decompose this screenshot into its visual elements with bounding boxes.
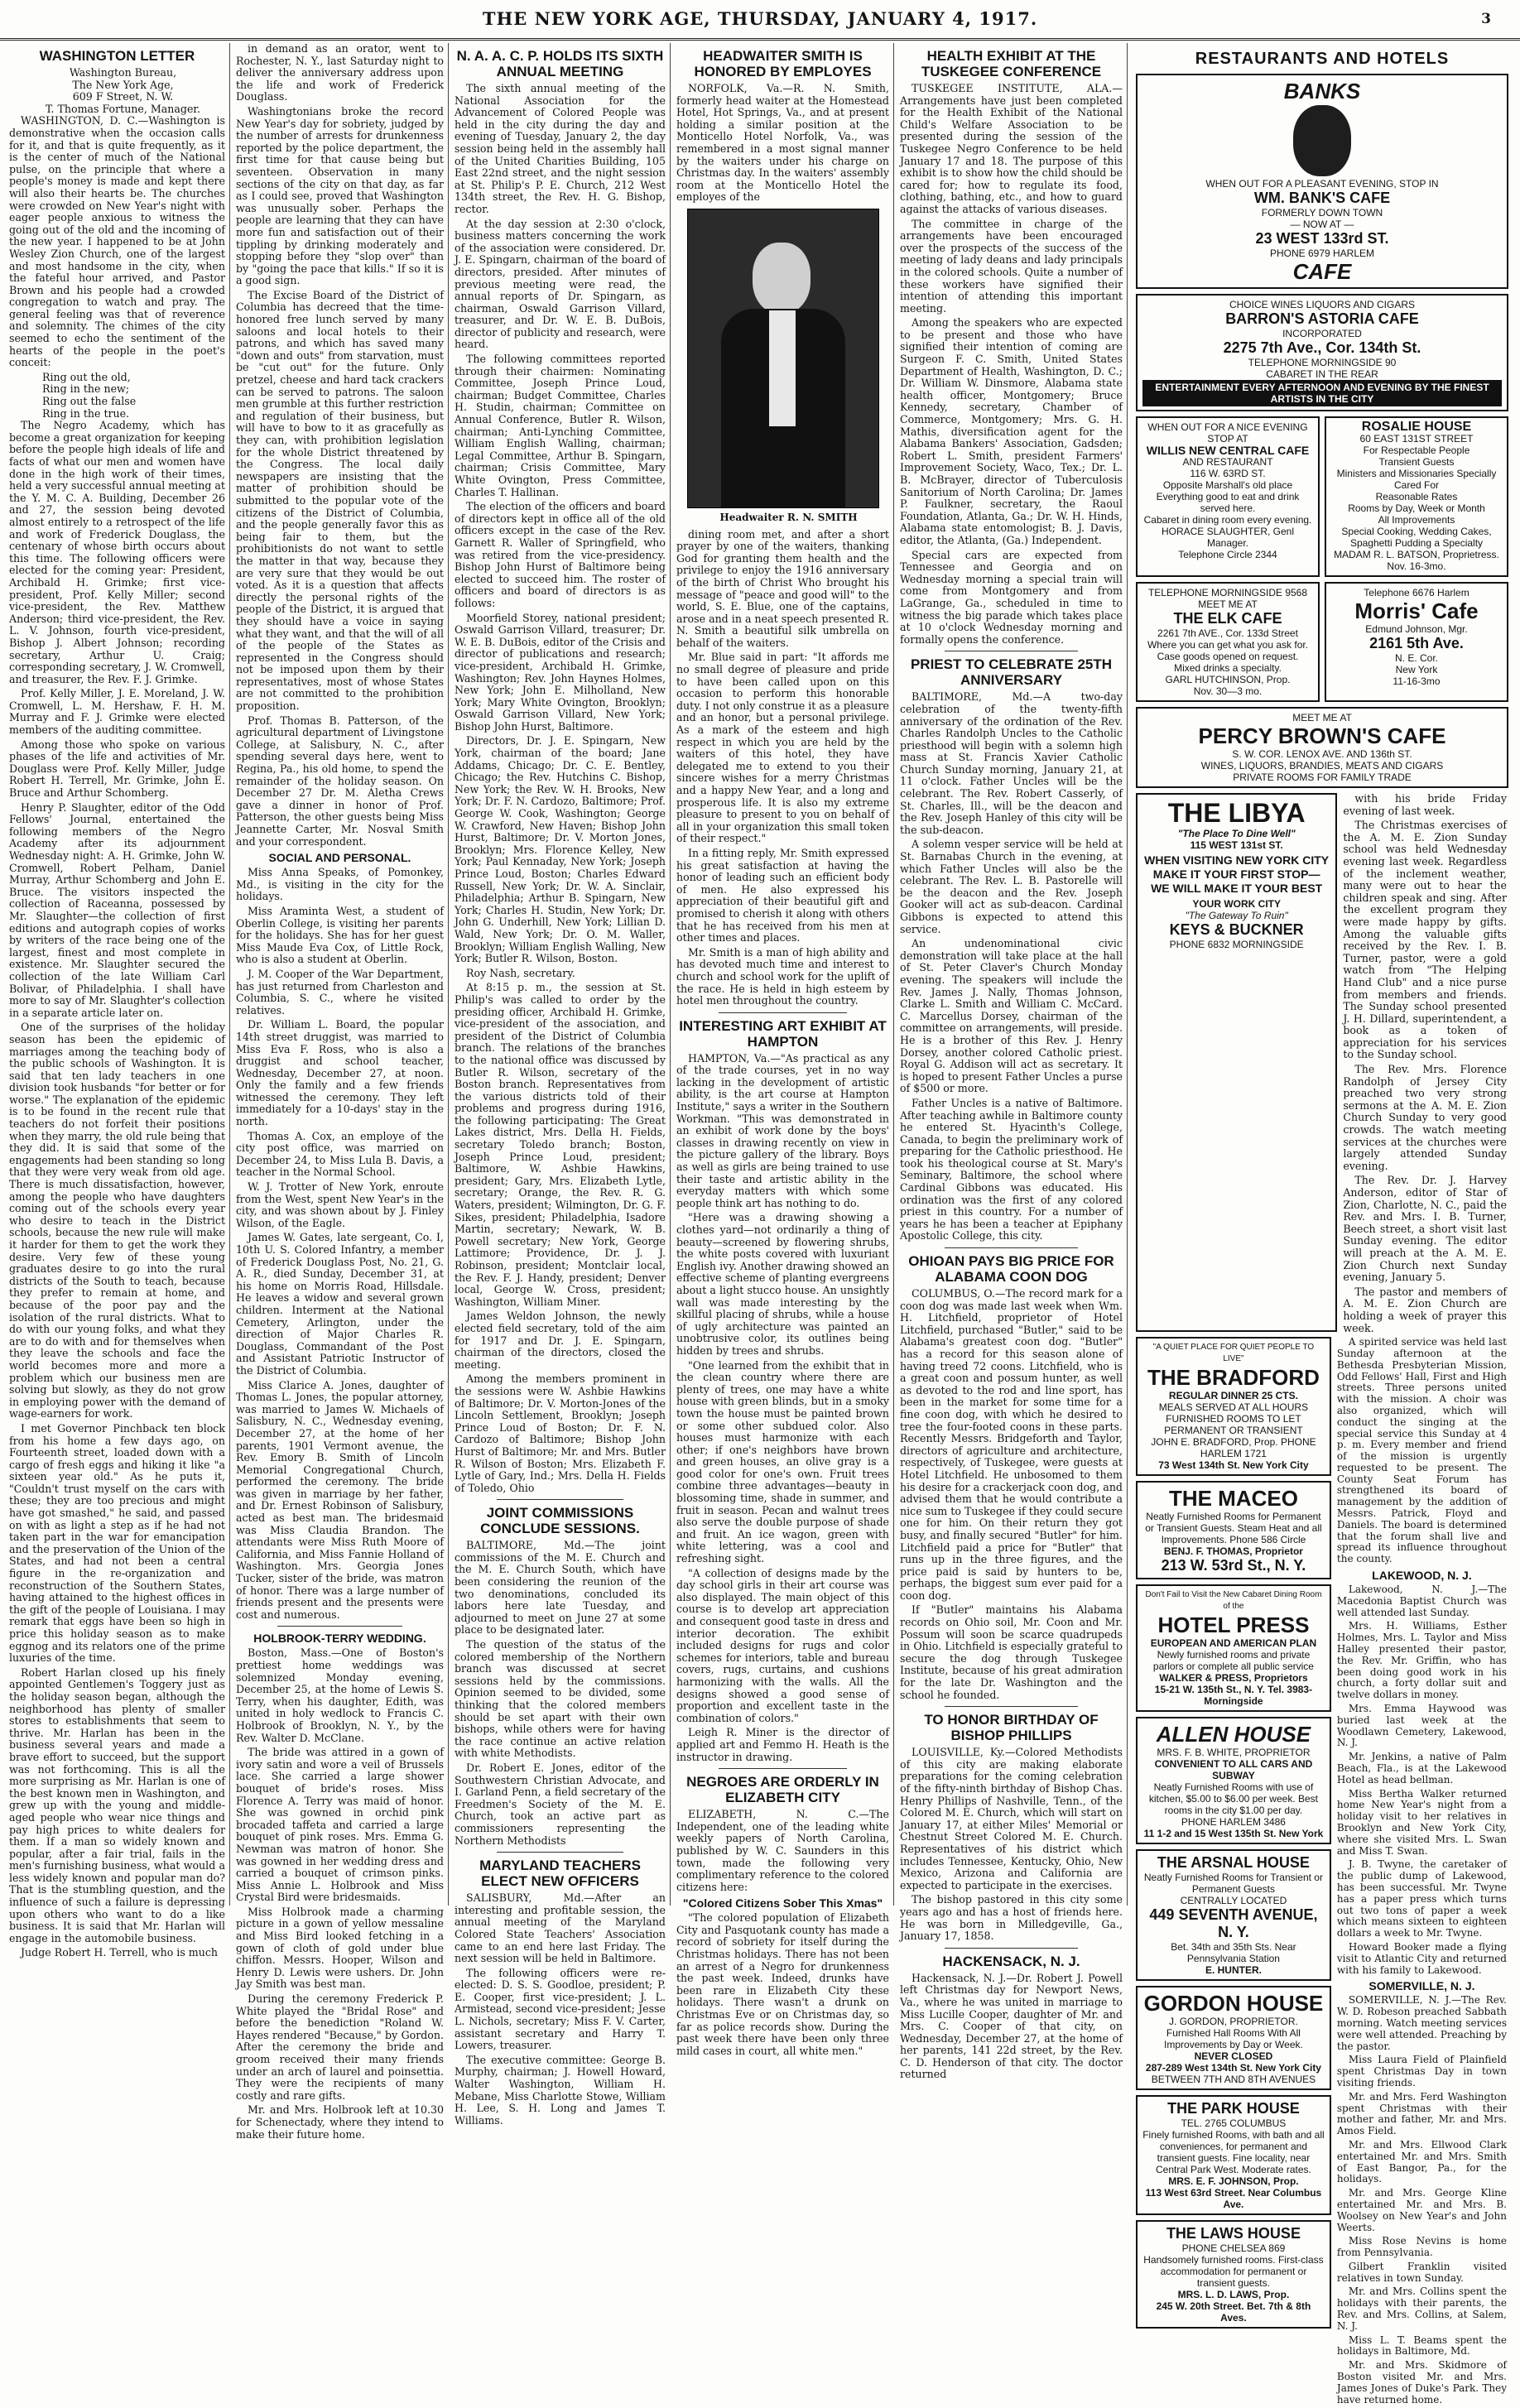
paragraph: BALTIMORE, Md.—The joint commissions of the M. E. Church and the M. E. Church South, which have been considering the reunion of the two denominations, concluded its labors here late Tuesday, and adjourned to meet on June 27 at some place to be designated later. [455, 1539, 666, 1637]
headline-joint-commissions: JOINT COMMISSIONS CONCLUDE SESSIONS. [480, 1505, 640, 1537]
paragraph: Miss Rose Nevins is home from Pennsylvania. [1336, 2235, 1507, 2259]
ad-line: CHOICE WINES LIQUORS AND CIGARS [1229, 299, 1416, 310]
paragraph: Mr. and Mrs. Skidmore of Boston visited Mr. and Mrs. James Jones of Duke's Park. They have returned home. [1336, 2359, 1507, 2406]
ad-line: AND RESTAURANT [1182, 456, 1273, 468]
ad-allen-house [1136, 1717, 1331, 1844]
paragraph: BALTIMORE, Md.—A two-day celebration of the twenty-fifth anniversary of the ordination of the Rev. Charles Randolph Uncles to the Catholic priesthood will begin with a solemn high mass at St. Francis Xavier Catholic Church Sunday morning, January 21, at 11 o'clock. Father Uncles will be the celebrant. The Rev. Robert Casserly, of St. Charles, Ill., will be the deacon and the Rev. Joseph Hanley of this city will be the sub-deacon. [900, 690, 1123, 836]
ad-morris-cafe [1325, 582, 1508, 702]
paragraph: "One learned from the exhibit that in the clean country where there are plenty of trees, one may have a white house with green blinds, but in a smoky town the house must be painted brown or some other subdued color. Also houses must harmonize with each other; if one's neighbors have brown and green houses, an olive gray is a good color for one's own. Fruit trees combine three advantages—beauty in blossoming time, shade in summer, and fruit in season. Pecan and walnut trees also serve the double purpose of shade and fruit. An ice wagon, green with white lettering, was a cool and refreshing sight. [676, 1358, 889, 1565]
ad-title: BARRON'S ASTORIA CAFE [1225, 310, 1419, 327]
ad-owner: MRS. L. D. LAWS, Prop. [1177, 2289, 1290, 2301]
ad-line: Neatly Furnished Rooms for Transient or Permanent Guests [1143, 1872, 1323, 1896]
ad-title: Morris' Cafe [1354, 598, 1479, 623]
ad-line: Opposite Marshall's old place [1162, 479, 1293, 491]
ad-line: Neatly Furnished Rooms with use of kitchen, $5.00 to $6.00 per week. Best rooms in the city $1.00 per day. [1148, 1781, 1319, 1817]
ad-line: Edmund Johnson, Mgr. [1365, 623, 1468, 635]
paragraph: HAMPTON, Va.—"As practical as any of the trade courses, yet in no way lacking in the development of artistic ability, is the art course at Hampton Institute," says a writer in the Southern Workman. "This was demonstrated in an exhibit of work done by the boys' classes in drawing recently on view in the picture gallery of the library. Boys as well as girls are being trained to use their taste and artistic ability in the everyday matters with which some people think art has nothing to do. [676, 1051, 889, 1209]
lakewood-somerville-news [1334, 1337, 1508, 2408]
ad-address: 116 W. 63RD ST. [1190, 468, 1266, 479]
ad-gordon-house [1136, 1986, 1331, 2090]
paragraph: SALISBURY, Md.—After an interesting and profitable session, the annual meeting of the Maryland Colored State Teachers' Association came to an end here last Friday. The next session will be held in Baltimore. [455, 1891, 666, 1965]
ad-line: Special Cooking, Wedding Cakes, Spaghetti Pudding a Specialty [1341, 526, 1492, 549]
ad-line: Furnished Hall Rooms With All Improvements by Day or Week. [1164, 2027, 1303, 2051]
ad-line: Reasonable Rates [1375, 491, 1458, 502]
paragraph: Mrs. H. Williams, Esther Holmes, Mrs. L. Taylor and Miss Halley presented their pastor, the Rev. Mr. Griffin, who has been doing good work in his church, a forty dollar suit and twelve dollars in money. [1336, 1620, 1507, 1701]
ad-line: Finely furnished Rooms, with bath and all conveniences, for permanent and transient guests. Fine locality, near Central Park West. Moderate rates. [1142, 2129, 1325, 2176]
ad-address: 213 W. 53rd St., N. Y. [1161, 1557, 1306, 1574]
paragraph: Special cars are expected from Tennessee and Georgia and on Wednesday morning a special train will come from Montgomery and from LaGrange, Ga., scheduled in time to witness the big parade which takes place at 10 o'clock Wednesday morning and formally opens the conference. [900, 548, 1123, 646]
paragraph: Mr. and Mrs. Ferd Washington spent Christmas with their mother and father, Mr. and Mrs. Amos Field. [1336, 2090, 1507, 2137]
ad-phone: PHONE CHELSEA 869 [1181, 2242, 1286, 2255]
ad-address: 2161 5th Ave. [1369, 635, 1464, 651]
column-restaurants-hotels [1131, 43, 1513, 2406]
section-title: RESTAURANTS AND HOTELS [1195, 50, 1450, 68]
paragraph: NORFOLK, Va.—R. N. Smith, formerly head waiter at the Homestead Hotel, Hot Springs, Va., and at present holding a similar position at the Monticello Hotel Norfolk, Va., was remembered in a most signal manner by the waiters under his charge on Christmas day. In the waiters' assembly room at the Monticello Hotel the employes of the [676, 82, 889, 204]
paragraph: The executive committee: George B. Murphy, chairman; J. Howell Howard, Walter Washington, William H. Mebane, Miss Charlotte Stowe, William H. Lee, S. H. Long and James T. Williams. [455, 2053, 666, 2127]
ad-owner: J. GORDON, PROPRIETOR. [1169, 2016, 1298, 2028]
paragraph: Lakewood, N. J.—The Macedonia Baptist Church was well attended last Sunday. [1336, 1584, 1507, 1618]
poem-line: Ring out the old, [42, 370, 131, 383]
paragraph: LOUISVILLE, Ky.—Colored Methodists of this city are making elaborate preparations for the coming celebration of the fifty-ninth birthday of Bishop Chas. Henry Phillips of Nashville, Tenn., of the Colored M. E. Church, which will start on January 17, at either Miles' Memorial or Chestnut Street Colored M. E. Church. Representatives of his district which includes Tennessee, Kentucky, Ohio, New Mexico, Arizona and California are expected to participate in the exercises. [900, 1746, 1123, 1891]
ad-line: For Respectable People [1363, 445, 1470, 456]
paragraph: Father Uncles is a native of Baltimore. After teaching awhile in Baltimore county he entered St. Hyacinth's College, Canada, to begin the preliminary work of preparing for the Catholic priesthood. He took his theological course at St. Mary's Seminary, Baltimore, the school where Cardinal Gibbons was educated. His ordination was the first of any colored priest in this country. For a number of years he has been a teacher at Epiphany Apostolic College, this city. [900, 1096, 1123, 1242]
ad-address: 60 EAST 131ST STREET [1359, 433, 1474, 445]
headline-priest: PRIEST TO CELEBRATE 25TH ANNIVERSARY [910, 656, 1113, 689]
ad-line: MADAM R. L. BATSON, Proprietress. [1334, 549, 1499, 560]
lakewood-news-top [1340, 793, 1508, 1337]
ad-line: MEET ME AT [1292, 712, 1352, 723]
paragraph: Howard Booker made a flying visit to Atlantic City and returned with his family to Lakewood. [1336, 1940, 1507, 1976]
headline-health-exhibit: HEALTH EXHIBIT AT THE TUSKEGEE CONFERENCE [921, 48, 1102, 79]
divider [945, 1948, 1078, 1949]
poem-line: Ring in the new; [42, 382, 130, 396]
paragraph: Prof. Thomas B. Patterson, of the agricultural department of Livingstone College, at Salisbury, N. C., after spending several days here, went to Regina, Pa., his old home, to spend the remainder of the holiday season. On December 27 Dr. M. Aletha Crews gave a dinner in honor of Prof. Patterson, the other guests being Miss Jeannette Carter, Mr. Nosval Smith and your correspondent. [236, 714, 444, 848]
bureau-line: T. Thomas Fortune, Manager. [45, 102, 201, 115]
ad-address: 73 West 134th St. New York City [1158, 1459, 1309, 1472]
divider [277, 1626, 402, 1627]
ad-line: CONVENIENT TO ALL CARS AND SUBWAY [1154, 1758, 1313, 1782]
paragraph: "A collection of designs made by the day school girls in their art course was also displayed. The main object of this course is to develop art appreciation and consequent good taste in dress and interior decoration. The exhibit included designs for rugs and color schemes for interiors, table and bureau covers, rugs, curtains, and cushions harmonizing with the walls. All the designs showed a good sense of proportion and excellent taste in the combination of colors." [676, 1566, 889, 1724]
ad-line: WHEN OUT FOR A NICE EVENING STOP AT [1147, 421, 1308, 445]
ad-elk-cafe [1136, 582, 1320, 702]
subhead-holbrook-terry: HOLBROOK-TERRY WEDDING. [253, 1632, 426, 1646]
headline-art-exhibit: INTERESTING ART EXHIBIT AT HAMPTON [679, 1017, 887, 1050]
subhead-social-personal: SOCIAL AND PERSONAL. [268, 851, 411, 865]
paragraph: Among the speakers who are expected to be present and those who have signified their intention of coming are Surgeon F. C. Smith, United States Department of Health, Washington, D. C.; Dr. William W. Dinsmore, Alabama state health officer, Montgomery; Bruce Kennedy, secretary, Chamber of Commerce, Montgomery; Mrs. G. H. Mathis, diversification agent for the Alabama Bankers' Association, Gadsden; Robert L. Smith, president Farmers' Improvement Society, Waco, Tex.; Dr. L. B. McBrayer, director of Tuberculosis Sanitorium of North Carolina; Dr. James P. Faulkner, secretary, the Raoul Foundation, Atlanta, Ga.; Dr. W. H. Hinds, Alabama state entomologist; B. J. Davis, editor, the Atlanta, (Ga.) Independent. [900, 316, 1123, 546]
ad-line: GARL HUTCHINSON, Prop. [1165, 674, 1291, 685]
paragraph: Mr. and Mrs. George Kline entertained Mr. and Mrs. B. Woolsey on New Year's and John Weerts. [1336, 2187, 1507, 2233]
paragraph: Among the members prominent in the sessions were W. Ashbie Hawkins of Baltimore; Dr. V. Morton-Jones of the Lincoln Settlement, Brooklyn; Joseph Prince Loud of Boston; Dr. F. N. Cardozo of Baltimore; Bishop John Hurst of Baltimore; Mr. and Mrs. Butler R. Wilson of Boston; Mrs. Elizabeth F. Lytle of Gary, Ind.; Mrs. Della H. Fields of Toledo, Ohio [455, 1372, 666, 1494]
page-number: 3 [1481, 11, 1492, 27]
ad-address: 2275 7th Ave., Cor. 134th St. [1223, 339, 1421, 356]
headline-naacp: N. A. A. C. P. HOLDS ITS SIXTH ANNUAL MEETING [456, 48, 664, 79]
paragraph: James Weldon Johnson, the newly elected field secretary, told of the aim for 1917 and Dr. J. E. Spingarn, chairman of the directors, closed the meeting. [455, 1310, 666, 1371]
ad-owner: MRS. F. B. WHITE, PROPRIETOR [1157, 1747, 1311, 1759]
paragraph: Dr. Robert E. Jones, editor of the Southwestern Christian Advocate, and I. Garland Penn, a field secretary of the Freedmen's Society of the M. E. Church, took an active part as commissioners representing the Northern Methodists [455, 1761, 666, 1847]
paragraph: James W. Gates, late sergeant, Co. I, 10th U. S. Colored Infantry, a member of Frederick Douglass Post, No. 21, G. A. R., died Sunday, December 31, at his home on Morris Road, Hillsdale. He leaves a widow and several grown children. Interment at the National Cemetery, Arlington, under the direction of Major Charles R. Douglass, Commandant of the Post and Assistant Patriotic Instructor of the District of Columbia. [236, 1231, 444, 1377]
paragraph: "The colored population of Elizabeth City and Pasquotank county has made a record of sobriety for itself during the Christmas holidays. There has not been an arrest of a Negro for drunkenness the past week. Indeed, drunks have been rare in Elizabeth City these holidays. There wasn't a drunk on Christmas Eve or on Christmas day, so far as police records show. During the past week there have been only three mild cases in court, all white men." [676, 1911, 889, 2057]
headline-hackensack: HACKENSACK, N. J. [942, 1953, 1080, 1969]
ad-address: 113 West 63rd Street. Near Columbus Ave. [1145, 2187, 1322, 2211]
ad-title: THE MACEO [1168, 1486, 1298, 1512]
divider [497, 1852, 623, 1853]
divider [497, 1499, 623, 1500]
paragraph: The bride was attired in a gown of ivory satin and wore a veil of Brussels lace. She carried a large shower bouquet of bride's roses. Miss Florence A. Terry was maid of honor. She was gowned in orchid pink brocaded taffeta and carried a large bouquet of pink roses. Mrs. Emma G. Newman was matron of honor. She was gowned in her wedding dress and carried a bouquet of crimson pinks. Miss Annie L. Holbrook and Miss Crystal Bird were bridesmaids. [236, 1746, 444, 1904]
ad-line: New York [1395, 664, 1438, 675]
paragraph: The Christmas exercises of the A. M. E. Zion Sunday school was held Wednesday evening last week. Regardless of the inclement weather, many were out to hear the children speak and sing. After the excellent program they were made happy by gifts. Among the valuable gifts received by the Rev. I. B. Turner, pastor, were a gold watch from "The Helping Hand Club" and a nice purse from members and friends. The Sunday school presented J. H. Dillard, superintendent, a book as a token of appreciation for his services to the Sunday school. [1343, 819, 1507, 1061]
ad-owner: E. HUNTER. [1205, 1964, 1262, 1977]
headline-bishop-phillips: TO HONOR BIRTHDAY OF BISHOP PHILLIPS [924, 1712, 1099, 1744]
ad-line: Transient Guests [1378, 456, 1455, 468]
bureau-line: 609 F Street, N. W. [72, 90, 174, 103]
paragraph: I met Governor Pinchback ten block from his home a few days ago, on Fourteenth street, loaded down with a cargo of fresh eggs and hiking it like "a sixteen year old." As he puts it, "Couldn't trust myself on the cars with these; they are too precious and might have got smashed," he said, and passed on with as light a step as if he had not taken part in the war for emancipation and the preservation of the Union of the States, and had not been a central figure in the re-organization and reconstruction of the Southern States, having attained to the highest offices in the gift of the people of Louisiana. I may remark that eggs have been so high in price this holiday season as to make eggnog and its relators one of the prime luxuries of the time. [9, 1421, 225, 1665]
headline-elizabeth-city: NEGROES ARE ORDERLY IN ELIZABETH CITY [686, 1774, 879, 1806]
ad-line: BETWEEN 7TH AND 8TH AVENUES [1151, 2074, 1316, 2086]
ad-address: 23 WEST 133rd ST. [1255, 230, 1389, 247]
ad-title: THE LAWS HOUSE [1166, 2225, 1301, 2242]
bureau-line: Washington Bureau, [69, 66, 177, 79]
ad-line: WHEN VISITING NEW YORK CITY MAKE IT YOUR FIRST STOP— WE WILL MAKE IT YOUR BEST [1144, 853, 1330, 895]
paragraph: An undenominational civic demonstration will take place at the hall of St. Peter Claver's Church Monday evening. The speakers will include the Rev. James J. Nally, Thomas Johnson, Clarke L. Smith and William C. McCard. C. Marcellus Dorsey, chairman of the committee on arrangements, will preside. He is a brother of this Rev. J. Henry Dorsey, another colored Catholic priest. Royal G. Addison will act as secretary. It is hoped to present Father Uncles a purse of $500 or more. [900, 937, 1123, 1095]
paragraph: The Rev. Mrs. Florence Randolph of Jersey City preached two very strong sermons at the A. M. E. Zion Church Sunday to very good crowds. The watch meeting services at the churches were largely attended Sunday evening. [1343, 1063, 1507, 1172]
paragraph: Miss Bertha Walker returned home New Year's night from a holiday visit to her relatives in Brooklyn and New York City, where she visited Mrs. L. Swan and Miss T. Swan. [1336, 1787, 1507, 1857]
paragraph: The following committees reported through their chairmen: Nominating Committee, Joseph Prince Loud, chairman; Budget Committee, Charles H. Studin, chairman; Committee on Annual Conference, Butler R. Wilson, chairman; Anti-Lynching Committee, William English Walling, chairman; Legal Committee, Arthur B. Spingarn, chairman; Crisis Committee, Mary White Ovington, Press Committee, Charles T. Hallinan. [455, 353, 666, 498]
ad-line: ENTERTAINMENT EVERY AFTERNOON AND EVENING BY THE FINEST ARTISTS IN THE CITY [1142, 380, 1502, 406]
headline-washington-letter: WASHINGTON LETTER [39, 48, 195, 64]
paragraph: SOMERVILLE, N. J.—The Rev. W. D. Robeson preached Sabbath morning. Watch meeting services were well attended. Preaching by the pastor. [1336, 1994, 1507, 2052]
paragraph: At the day session at 2:30 o'clock, business matters concerning the work of the association were considered. Dr. J. E. Spingarn, chairman of the board of directors, presided. After minutes of previous meeting were read, the annual reports of Dr. Spingarn, as chairman, Oswald Garrison Villard, treasurer, and Dr. W. E. B. DuBois, director of publicity and research, were heard. [455, 217, 666, 351]
paragraph: with his bride Friday evening of last week. [1343, 792, 1507, 817]
paragraph: Washingtonians broke the record New Year's day for sobriety, judged by the number of arrests for drunkenness reported by the police department, the first time for that cause being but seventeen. Observation in many sections of the city on that day, as far as I could see, proved that Washington was unusually sober. Perhaps the people are learning that they can have more fun and satisfaction out of their tippling by drinking moderately and stopping before they "slop over" than by "going the pace that kills." If so it is a good sign. [236, 104, 444, 287]
paragraph: Henry P. Slaughter, editor of the Odd Fellows' Journal, entertained the following members of the Negro Academy after its adjournment Wednesday night: A. H. Grimke, John W. Cromwell, Robert Pelham, Daniel Murray, Arthur Schomberg and John E. Bruce. The visitors inspected the collection of Raceanna, possessed by Mr. Slaughter—the collection of first editions and autograph copies of works by writers of the race being one of the largest, finest and most complete in existence. Mr. Slaughter secured the collection of the late William Carl Bolivar, of Philadelphia. I shall have more to say of Mr. Slaughter's collection in a separate article later on. [9, 800, 225, 1019]
ad-address: S. W. COR. LENOX AVE. AND 136th ST. [1232, 748, 1412, 760]
paragraph: At 8:15 p. m., the session at St. Philip's was called to order by the presiding officer, Archibald H. Grimke, vice-president of the association, and president of the District of Columbia branch. The relations of the branches to the national office was discussed by Butler R. Wilson, secretary of the Boston branch. Representatives from the various districts told of their problems and progress during 1916, the following participating: The Great Lakes district, Mrs. Della H. Fields, secretary Toledo branch; Boston, Joseph Prince Loud, president; Baltimore, W. Ashbie Hawkins, president; Gary, Mrs. Elizabeth Lytle, secretary; Orange, the Rev. R. G. Waters, president; Wilmington, Dr. G. F. Sikes, president; Philadelphia, Isadore Martin, secretary; Newark, W. B. Powell secretary; New York, George Lattimore; Providence, Dr. J. J. Robinson, president; Montclair local, the Rev. F. J. Handy, president; Denver local, George W. Cross, president; Washington, William Miner. [455, 981, 666, 1308]
paragraph: COLUMBUS, O.—The record mark for a coon dog was made last week when Wm. H. Litchfield, proprietor of Hotel Litchfield, purchased "Butler," said to be Alabama's greatest coon dog. "Butler" has a record for this season alone of having treed 72 coons. Litchfield, who is a great coon and possum hunter, as well as devoted to the rod and line sport, has been in the market for some time for a fine coon dog, with which he desired to tree the four-footed coons in these parts. Recently Messrs. Bridgeforth and Taylor, directors of agriculture and architecture, respectively, of Tuskegee, were guests at Hotel Litchfield. He unbosomed to them his desire for a crackerjack coon dog, and advised them that he would contribute a nice sum to Tuskegee if they could secure one for him. On their return they got busy, and finally secured "Butler" for him. Litchfield paid a price for "Butler" that runs up in the three figures, and the price paid is said by hunters to be, perhaps, the biggest sum ever paid for a coon dog. [900, 1287, 1123, 1602]
paragraph: Mr. and Mrs. Collins spent the holidays with their parents, the Rev. and Mrs. Collins, at Salem, N. J. [1336, 2285, 1507, 2332]
ad-hotel-press [1136, 1584, 1331, 1712]
paragraph: Mr. Smith is a man of high ability and has devoted much time and interest to church and school work for the uplift of the race. He is held in high esteem by hotel men throughout the country. [676, 945, 889, 1007]
ad-phone: Telephone 6676 Harlem [1364, 587, 1469, 598]
poem-line: Ring in the true. [42, 406, 130, 420]
divider [945, 1706, 1078, 1707]
ad-line: Rooms by Day, Week or Month [1348, 502, 1485, 514]
ad-line: Nov. 30—3 mo. [1193, 685, 1263, 697]
paragraph: Miss Laura Field of Plainfield spent Christmas Day in town visiting friends. [1336, 2054, 1507, 2088]
paragraph: J. M. Cooper of the War Department, has just returned from Charleston and Columbia, S. C., where he visited relatives. [236, 967, 444, 1017]
paragraph: The following officers were re-elected: D. S. S. Goodloe, president; P. E. Cooper, first vice-president; J. L. Armistead, second vice-president; Jesse L. Nichols, secretary; Miss F. V. Carter, assistant secretary and Harry T. Lowers, treasurer. [455, 1966, 666, 2052]
paragraph: The bishop pastored in this city some years ago and has a host of friends here. He was born in Milledgeville, Ga., January 17, 1858. [900, 1893, 1123, 1943]
ad-owner: WALKER & PRESS, Proprietors [1159, 1672, 1308, 1685]
paragraph: In a fitting reply, Mr. Smith expressed his great satisfaction at having the honor of leading such an efficient body of men. He also expressed his appreciation of their beautiful gift and promised to cherish it along with others that he has received from his men at other times and places. [676, 846, 889, 944]
ad-banks-cafe [1136, 74, 1508, 289]
paragraph: The committee in charge of the arrangements have been encouraged over the prospects of the success of the meeting of lady deans and lady principals in the colored schools. Quite a number of these workers have signified their intention of attending this important meeting. [900, 217, 1123, 315]
paragraph: One of the surprises of the holiday season has been the epidemic of marriages among the teaching body of the public schools of Washington. It is said that ten lady teachers in one division took husbands "for better or for worse." The explanation of the epidemic is to be found in the recent rule that teachers do not forfeit their positions when they marry, the old rule being that they did. It is said that some of the engagements had been standing so long that they were very weak from old age. There is much dissatisfaction, however, among the people who have daughters coming out of the schools every year who desire to teach in the District schools, because the new rule will make it harder for them to get the work they desire. Very few of these young graduates desire to go into the rural districts of the South to teach, because they prefer to remain at home, and because of the poor pay and the isolation of the rural districts. What to do with our young folks, and what they are to do with and for themselves when they leave the schools and face the world becomes more and more a problem which our business men are solving but slowly, as they do not grow in employing power with the demand of wage-earners for work. [9, 1021, 225, 1420]
paragraph: Mrs. Emma Haywood was buried last week at the Woodlawn Cemetery, Lakewood, N. J. [1336, 1703, 1507, 1749]
paragraph: Gilbert Franklin visited relatives in town Sunday. [1336, 2260, 1507, 2284]
column-tuskegee [896, 43, 1128, 2081]
headline-headwaiter: HEADWAITER SMITH IS HONORED BY EMPLOYES [694, 48, 872, 79]
ad-phone: PHONE 6832 MORNINGSIDE [1169, 939, 1304, 950]
divider [719, 1012, 846, 1013]
ad-title: BANKS [1283, 79, 1361, 103]
ad-barrons-astoria [1136, 294, 1508, 411]
paragraph: Mr. and Mrs. Ellwood Clark entertained Mr. and Mrs. Smith of East Bangor, Pa., for the holidays. [1336, 2138, 1507, 2185]
ad-line: Neatly Furnished Rooms for Permanent or Transient Guests. Steam Heat and all Improvements. Phone 586 Circle [1145, 1511, 1322, 1546]
paragraph: Moorfield Storey, national president; Oswald Garrison Villard, treasurer; Dr. W. E. B. DuBois, editor of the Crisis and director of publications and research; vice-president, Archibald H. Grimke, Washington; Rev. John Haynes Holmes, New York; John E. Milholland, New York; Mary White Ovington, Brooklyn; Oswald Garrison Villard, New York; Bishop John Hurst, Baltimore. [455, 611, 666, 733]
paragraph: The Excise Board of the District of Columbia has decreed that the time-honored free lunch served by many saloons and local hotels to their patrons, and which has saved many "down and outs" from starvation, must be "cut out" for the future. Only pretzel, cheese and hard tack crackers can be served to patrons. The saloon men grumble at this further restriction and regulation of their business, but will have to bow to it as gracefully as they can, with prohibition legislation for the whole District threatened by the Congress. The local daily newspapers are insisting that the matter of prohibition should be submitted to the popular vote of the citizens of the District of Columbia, and the people generally favor this as being fair to them, but the prohibitionists do not want to settle the matter in that way, because they are very sure that they would be out voted. As it is a question that affects directly the personal rights of the people of the District, it is argued that they should have a voice in saying what they want, and that the will of all of the people of the States as represented in the Congress should not be imposed upon them by their representatives, most of whose States are not committed to the prohibition proposition. [236, 288, 444, 713]
ad-address: 2261 7th AVE., Cor. 133d Street [1157, 627, 1298, 639]
masthead-title: THE NEW YORK AGE, THURSDAY, JANUARY 4, 1917. [482, 8, 1038, 29]
ad-line: "A QUIET PLACE FOR QUIET PEOPLE TO LIVE" [1152, 1343, 1315, 1364]
ad-slogan: "The Gateway To Ruin" [1185, 910, 1288, 921]
paragraph: Boston, Mass.—One of Boston's prettiest home weddings was solemnized Monday evening, December 25, at the home of Lewis S. Terry, when his daughter, Edith, was united in holy wedlock to Francis C. Holbrook of Brooklyn, N. Y., by the Rev. Walter D. McClane. [236, 1646, 444, 1744]
subhead-somerville: SOMERVILLE, N. J. [1368, 1979, 1475, 1993]
ad-line: Ministers and Missionaries Specially Cared For [1336, 468, 1497, 491]
paragraph: Mr. Jenkins, a native of Palm Beach, Fla., is at the Lakewood Hotel as head bellman. [1336, 1751, 1507, 1786]
paragraph: Leigh R. Miner is the director of applied art and Femmo H. Heath is the instructor in drawing. [676, 1726, 889, 1763]
ad-line: WHEN OUT FOR A PLEASANT EVENING, STOP IN [1205, 178, 1439, 190]
ad-line: Where you can get what you ask for. Case goods opened on request. Mixed drinks a specialty. [1147, 639, 1309, 674]
paragraph: Prof. Kelly Miller, J. E. Moreland, J. W. Cromwell, L. M. Hershaw, F. H. M. Murray and F. J. Grimke were elected members of the auditing committee. [9, 687, 225, 737]
ad-phone: PHONE HARLEM 3486 [1181, 1816, 1286, 1829]
paragraph: The question of the status of the colored membership of the Northern branch was discussed at secret sessions held by the commissions. Opinion seemed to be divided, some thinking that the colored members should be set apart with their own bishops, while others were for having the race continue an active relation with white Methodists. [455, 1638, 666, 1760]
bureau-line: The New York Age, [72, 78, 174, 91]
ad-line: 11-16-3mo [1393, 675, 1441, 687]
ad-title: ALLEN HOUSE [1156, 1722, 1311, 1747]
ad-line: CAFE [1292, 259, 1352, 284]
ad-phone: PHONE 6979 HARLEM [1269, 248, 1375, 259]
ad-phone: Telephone Circle 2344 [1178, 549, 1277, 560]
ad-line: CABARET IN THE REAR [1266, 368, 1378, 380]
ad-phone: TEL. 2765 COLUMBUS [1181, 2117, 1287, 2130]
ad-title: WM. BANK'S CAFE [1253, 190, 1391, 206]
ad-line: INCORPORATED [1282, 328, 1362, 339]
ad-line: N. E. Cor. [1394, 652, 1438, 664]
ad-line: Handsomely furnished rooms. First-class accommodation for permanent or transient guests. [1143, 2254, 1324, 2290]
ad-line: FURNISHED ROOMS TO LET PERMANENT OR TRANSIENT [1164, 1413, 1303, 1437]
ad-line: Bet. 34th and 35th Sts. Near Pennsylvania Station [1171, 1941, 1296, 1965]
divider [945, 1247, 1078, 1248]
ad-title: ROSALIE HOUSE [1361, 420, 1472, 434]
paragraph: Hackensack, N. J.—Dr. Robert J. Powell left Christmas day for Newport News, Va., where he was united in marriage to Miss Lucille Cooper, daughter of Mr. and Mrs. C. Cooper of that city, on Wednesday, December 27, at the home of her parents, 141 22d street, by the Rev. C. D. Henderson of that city. The doctor returned [900, 1971, 1123, 2081]
column-washington-continued [232, 42, 449, 2141]
ad-line: REGULAR DINNER 25 CTS. [1168, 1390, 1298, 1402]
ad-line: YOUR WORK CITY [1192, 898, 1281, 910]
column-washington-letter [5, 43, 230, 1959]
paragraph: Miss Anna Speaks, of Pomonkey, Md., is visiting in the city for the holidays. [236, 866, 444, 903]
photo-caption: Headwaiter R. N. SMITH [719, 511, 858, 523]
ad-line: — NOW AT — [1290, 219, 1354, 230]
paragraph: Thomas A. Cox, an employe of the city post office, was married on December 24, to Miss Lula B. Davis, a teacher in the Normal School. [236, 1129, 444, 1179]
paragraph: If "Butler" maintains his Alabama records on Ohio soil, Mr. Coon and Mr. Possum will soon be scarce quadrupeds in Ohio. Litchfield is especially grateful to secure the dog through Tuskegee Institute, because of his great admiration for the late Dr. Washington and the school he founded. [900, 1603, 1123, 1701]
paragraph: The sixth annual meeting of the National Association for the Advancement of Colored People was held in the city during the day and evening of Tuesday, January 2, the day session being held in the assembly hall of the United Charities Building, 105 East 22nd street, and the night session at St. Philip's P. E. Church, 212 West 134th street, the Rev. H. G. Bishop, rector. [455, 82, 666, 215]
paragraph: Directors, Dr. J. E. Spingarn, New York, chairman of the board; Jane Addams, Chicago; Dr. C. E. Bentley, Chicago; the Rev. Hutchins C. Bishop, New York; the Rev. W. H. Brooks, New York; Dr. F. N. Cardozo, Baltimore; Prof. George W. Cook, Washington; George W. Crawford, New Haven; Bishop John Hurst, Baltimore; Dr. V. Morton Jones, Brooklyn; Mrs. Florence Kelley, New York; Paul Kennaday, New York; Joseph Prince Loud, Boston; Charles Edward Russell, New York; Dr. W. A. Sinclair, Philadelphia; Arthur B. Spingarn, New York; Charles H. Studin, New York; Dr. John G. Underhill, New York; Lillian D. Wald, New York; Dr. O. M. Waller, Brooklyn; William English Walling, New York; Butler R. Wilson, Boston. [455, 734, 666, 965]
ad-title: WILLIS NEW CENTRAL CAFE [1146, 444, 1310, 457]
paragraph: Roy Nash, secretary. [466, 966, 575, 979]
ad-line: HORACE SLAUGHTER, Genl Manager. [1161, 526, 1295, 549]
ad-line: FORMERLY DOWN TOWN [1261, 207, 1383, 219]
ad-line: Don't Fail to Visit the New Cabaret Dining Room [1145, 1590, 1322, 1600]
ad-willis-cafe [1136, 416, 1320, 577]
ad-address: 287-289 West 134th St. New York City [1145, 2062, 1321, 2074]
ad-line: Newly furnished rooms and private parlors or complete all public service [1152, 1649, 1314, 1673]
paragraph: The pastor and members of A. M. E. Zion Church are holding a week of prayer this week. [1343, 1285, 1507, 1334]
ad-title: THE PARK HOUSE [1167, 2100, 1300, 2117]
ad-line: of the [1223, 1602, 1244, 1612]
paragraph: Miss Holbrook made a charming picture in a gown of yellow messaline and Miss Bird looked fetching in a gown of cloth of gold under blue chiffon. Messrs. Hooper, Wilson and Henry D. Lewis were ushers. Dr. John Jay Smith was best man. [236, 1905, 444, 1991]
paragraph: The Rev. Dr. J. Harvey Anderson, editor of Star of Zion, Charlotte, N. C., paid the Rev. and Mrs. I. B. Turner, Beech street, a short visit last Sunday evening. The editor will preach at the A. M. E. Zion Church next Sunday evening, January 5. [1343, 1174, 1507, 1284]
subhead-sober-xmas: "Colored Citizens Sober This Xmas" [682, 1896, 883, 1911]
ad-line: Nov. 16-3mo. [1387, 560, 1446, 572]
ad-title: THE BRADFORD [1147, 1365, 1320, 1391]
paragraph: Miss Araminta West, a student of Oberlin College, is visiting her parents for the holidays. She has for her guest Miss Maude Eva Cox, of Little Rock, who is also a student at Oberlin. [236, 904, 444, 966]
headline-coon-dog: OHIOAN PAYS BIG PRICE FOR ALABAMA COON DOG [908, 1253, 1114, 1286]
headline-maryland-teachers: MARYLAND TEACHERS ELECT NEW OFFICERS [479, 1858, 641, 1890]
paragraph: A spirited service was held last Sunday afternoon at the Bethesda Presbyterian Mission, Odd Fellows' Hall, First and High streets. Three persons united with the mission. A choir was also organized, which will conduct the singing at the special service this Sunday at 4 p. m. Every member and friend of the mission is urgently requested to be present. The County Seat Forum has strengthened its board of management by the addition of Messrs. Patrick, Floyd and Daniels. The board is determined that the forum shall live and spread its influence throughout the county. [1336, 1336, 1507, 1565]
ad-line: EUROPEAN AND AMERICAN PLAN [1150, 1637, 1317, 1650]
paragraph: in demand as an orator, went to Rochester, N. Y., last Saturday night to deliver the anniversary address upon the life and work of Frederick Douglass. [236, 42, 444, 103]
paragraph: The election of the officers and board of directors kept in office all of the old officers except in the case of the Rev. Garnett R. Waller of Springfield, who was retired from the vice-presidency. Bishop John Hurst of Baltimore being elected to succeed him. The roster of officers and board of directors is as follows: [455, 500, 666, 609]
ad-address: 449 SEVENTH AVENUE, N. Y. [1149, 1906, 1318, 1941]
ad-laws-house [1136, 2220, 1331, 2329]
subhead-lakewood: LAKEWOOD, N. J. [1372, 1569, 1472, 1583]
paragraph: Miss L. T. Beams spent the holidays in Baltimore, Md. [1336, 2334, 1507, 2358]
paragraph: "Here was a drawing showing a clothes yard—not ordinarily a thing of beauty—screened by flowering shrubs, the white posts covered with luxuriant English ivy. Another drawing showed an effective scheme of planting evergreens about a light stucco house. An unsightly wall was made interesting by the skillful placing of shrubs, while a house of ugly architecture was painted an unobtrusive color, its outlines being hidden by trees and shrubs. [676, 1211, 889, 1357]
paragraph: Mr. and Mrs. Holbrook left at 10.30 for Schenectady, where they intend to make their future home. [236, 2103, 444, 2141]
ad-slogan: "The Place To Dine Well" [1177, 828, 1296, 839]
column-naacp [450, 43, 671, 2127]
ad-maceo [1136, 1481, 1331, 1579]
ad-line: NEVER CLOSED [1194, 2050, 1273, 2063]
poem-line: Ring out the false [42, 395, 137, 408]
ads-lower-left [1136, 1337, 1331, 2408]
paragraph: Mr. Blue said in part: "It affords me no small degree of pleasure and pride to have been called upon on this occasion to perform this honorable duty. I not only construe it as a pleasure and an honor, but a personal privilege. As a mark of the esteem and high respect in which you are held by the waiters of this hotel, they have delegated me to extend to you their sincere wishes for a merry Christmas and a happy New Year, and a long and prosperous life. It is also my extreme pleasure to present to you on behalf of all in your organization this small token of their respect." [676, 651, 889, 845]
ad-bradford [1136, 1337, 1331, 1476]
headwaiter-portrait [687, 209, 879, 508]
paragraph: A solemn vesper service will be held at St. Barnabas Church in the evening, at which Father Uncles will also be the celebrant. The Rev. L. B. Pastorelle will be the deacon and the Rev. Joseph Gooker will act as sub-deacon. Cardinal Gibbons is expected to attend this service. [900, 838, 1123, 935]
ad-owner: MRS. E. F. JOHNSON, Prop. [1168, 2175, 1299, 2188]
ad-title: THE LIBYA [1167, 798, 1306, 828]
ad-title: HOTEL PRESS [1157, 1613, 1310, 1638]
ad-owner: KEYS & BUCKNER [1169, 921, 1304, 938]
ad-line: MEET ME AT [1198, 598, 1258, 610]
paragraph: During the ceremony Frederick P. White played the "Bridal Rose" and before the benediction "Roland W. Hayes rendered "Because," by Gordon. After the ceremony the bride and groom received their many friends under an arch of laurel and poinsettia. They were the recipients of many costly and rare gifts. [236, 1992, 444, 2102]
portrait-image [1293, 105, 1351, 176]
ad-arsnal-house [1136, 1849, 1331, 1981]
paragraph: dining room met, and after a short prayer by one of the waiters, thanking God for granting them health and the privilege to enjoy the 1916 anniversary of the birth of Christ Who brought his message of "peace and good will" to the world, S. E. Blue, one of the captains, arose and in a neat speech presented R. N. Smith a beautiful silk umbrella on behalf of the waiters. [676, 527, 889, 649]
paragraph: W. J. Trotter of New York, enroute from the West, spent New Year's in the city, and was shown about by J. Finley Wilson, of the Eagle. [236, 1180, 444, 1229]
ad-owner: BENJ. F. THOMAS, Proprietor [1163, 1545, 1303, 1558]
paragraph: ELIZABETH, N. C.—The Independent, one of the leading white weekly papers of North Carolina, published by W. C. Saunders in this town, made the following very complimentary reference to the colored citizens here: [676, 1808, 889, 1893]
paragraph: TUSKEGEE INSTITUTE, ALA.—Arrangements have just been completed for the Health Exhibit of the National Child's Welfare Association to be presented during the session of the Tuskegee Negro Conference to be held January 17 and 18. The purpose of this exhibit is to show how the child should be cared for; how to regulate its food, clothing, bathing, etc., and how to guard against the attacks of various diseases. [900, 82, 1123, 215]
ad-address: 115 WEST 131st ST. [1190, 839, 1283, 851]
ad-line: PRIVATE ROOMS FOR FAMILY TRADE [1233, 771, 1412, 783]
ad-phone: TELEPHONE MORNINGSIDE 90 [1248, 357, 1397, 368]
ad-park-house [1136, 2095, 1331, 2215]
ad-line: CENTRALLY LOCATED [1180, 1895, 1287, 1907]
ad-line: MEALS SERVED AT ALL HOURS [1158, 1401, 1309, 1414]
ad-address: 15-21 W. 135th St., N. Y. Tel. 3983-Morningside [1154, 1684, 1313, 1708]
ad-phone: TELEPHONE MORNINGSIDE 9568 [1147, 587, 1308, 598]
ad-line: WINES, LIQUORS, BRANDIES, MEATS AND CIGARS [1200, 760, 1444, 771]
paragraph: WASHINGTON, D. C.—Washington is demonstrative when the occasion calls for it, and that is quite frequently, as it is the center of much of the National pulse, on the principle that where a people's money is made and kept there will also their hearts be. The churches were crowded on New Year's night with eager people anxious to witness the going out of the old and the incoming of the new year. I happened to be at John Wesley Zion Church, one of the largest and most handsome in the city, when the fateful hour arrived, and Pastor Brown and his people had a crowded congregation to watch and pray. The general feeling was that of reverence and solemnity. The chimes of the city seemed to echo the sentiment of the hearts of the people in the poet's conceit: [9, 114, 225, 369]
ad-title: PERCY BROWN'S CAFE [1198, 723, 1446, 748]
ad-line: Everything good to eat and drink served here. [1156, 491, 1300, 514]
ad-line: JOHN E. BRADFORD, Prop. PHONE HARLEM 1721 [1151, 1436, 1316, 1460]
column-headwaiter [672, 43, 894, 2057]
ad-address: 245 W. 20th Street. Bet. 7th & 8th Aves. [1156, 2300, 1311, 2324]
paragraph: Dr. William L. Board, the popular 14th street druggist, was married to Miss Eva F. Ross, who is also a druggist and school teacher, Wednesday, December 27, at noon. Only the family and a few friends witnessed the ceremony. They left immediately for a 10-days' stay in the north. [236, 1018, 444, 1128]
ad-line: Cabaret in dining room every evening. [1143, 514, 1312, 526]
masthead [0, 0, 1520, 41]
paragraph: J. B. Twyne, the caretaker of the public dump of Lakewood, has been successful. Mr. Twyne has a paper press which turns out two tons of paper a week which means sixteen to eighteen dollars a week to Mr. Twyne. [1336, 1858, 1507, 1939]
ad-title: THE ELK CAFE [1173, 610, 1282, 627]
ad-libya [1136, 793, 1337, 1332]
paragraph: The Negro Academy, which has become a great organization for keeping before the people high ideals of life and facts of what our men and women have done in the high work of their times, held a very successful annual meeting at the Y. M. C. A. Building, December 26 and 27, the session being devoted almost entirely to a retrospect of the life and work of Frederick Douglass, the centenary of whose birth occurs about this time. The following officers were elected for the coming year: President, Archibald H. Grimke; first vice-president, Prof. Kelly Miller; second vice-president, the Rev. Matthew Anderson; third vice-president, the Rev. L. V. Johnson, fourth vice-president, Bishop J. Albert Johnson; recording secretary, Arthur U. Craig; corresponding secretary, J. W. Cromwell, and treasurer, the Rev. F. J. Grimke. [9, 419, 225, 685]
ad-title: GORDON HOUSE [1143, 1991, 1324, 2016]
ad-percy-browns-cafe [1136, 707, 1508, 788]
ad-line: All Improvements [1378, 514, 1455, 526]
paragraph: Miss Clarice A. Jones, daughter of Thomas L. Jones, the popular attorney, was married to James W. Michaels of Salisbury, N. C., Wednesday evening, December 27, at the home of her parents, 1901 Vermont avenue, the Rev. Emory B. Smith of Lincoln Memorial Congregational Church, performed the ceremony. The bride was given in marriage by her father, and Dr. Ernest Robinson of Salisbury, acted as best man. The bridesmaid was Miss Claudia Brandon. The attendants were Miss Ruth Moore of California, and Miss Fannie Holland of Washington. Mrs. Georgia Jones Tucker, sister of the bride, was matron of honor. There was a large number of friends present and the presents were cost and numerous. [236, 1378, 444, 1621]
paragraph: Judge Robert H. Terrell, who is much [21, 1946, 219, 1959]
paragraph: Robert Harlan closed up his finely appointed Gentlemen's Toggery just as the holiday season began, although the neighborhood has plenty of smaller stores to establishments that seem to thrive. Mr. Harlan has been in the business several years and made a brave effort to succeed, but the support was not forthcoming. This is all the more surprising as Mr. Harlan is one of the best known men in Washington, and grew up with the young and middle-aged people who wear nice things and pay high prices to white dealers for them. If a man so widely known and popular, after a fair trial, fails in the men's furnishing business, what would a less widely known and popular man do? That is the stumbling question, and the influence of such a failure is depressing upon others who want to do a like business. It is said that Mr. Harlan will engage in the automobile business. [9, 1665, 225, 1944]
paragraph: Among those who spoke on various phases of the life and activities of Mr. Douglass were Prof. Kelly Miller, Judge Robert H. Terrell, Mr. Grimke, John E. Bruce and Arthur Schomberg. [9, 738, 225, 800]
divider [719, 1768, 846, 1769]
ad-rosalie-house [1325, 416, 1508, 577]
ad-title: THE ARSNAL HOUSE [1157, 1854, 1310, 1872]
ad-address: 11 1-2 and 15 West 135th St. New York [1143, 1828, 1324, 1840]
